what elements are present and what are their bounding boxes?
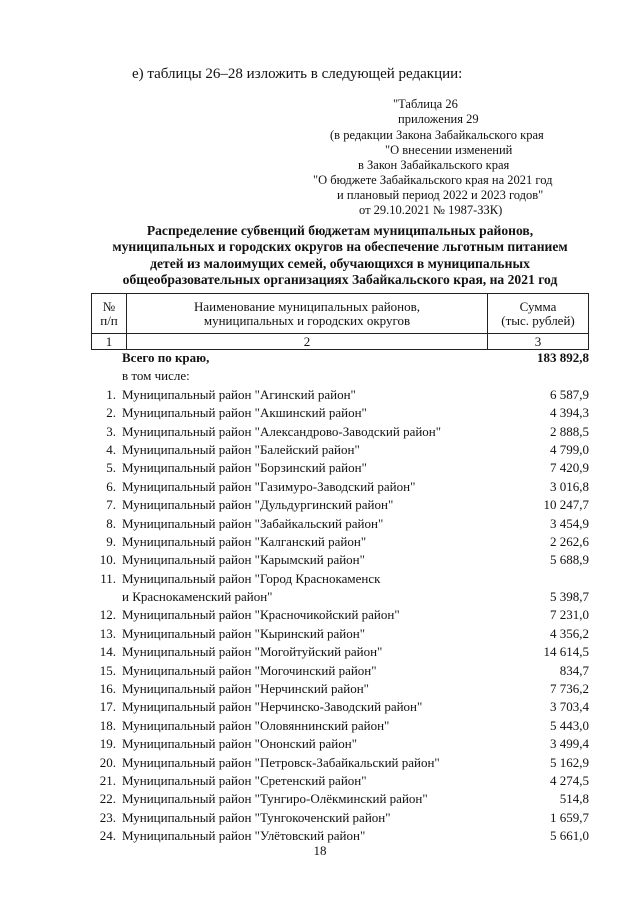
row-number: 17. (99, 699, 116, 715)
row-name: Муниципальный район "Оловяннинский район" (122, 717, 390, 733)
row-value: 2 262,6 (550, 533, 589, 549)
table-row (91, 551, 589, 569)
row-value: 2 888,5 (550, 423, 589, 439)
document-title (80, 223, 600, 288)
table-row (91, 698, 589, 716)
title-line-3: детей из малоимущих семей, обучающихся в муниципальных (150, 255, 530, 271)
index-cell-3: 3 (488, 334, 589, 350)
table-row (91, 423, 589, 441)
header-number-line-1: № (102, 298, 116, 314)
note-line-1: "Таблица 26 (393, 97, 458, 111)
title-line-2: муниципальных и городских округов на обеспечение льготным питанием (112, 239, 568, 255)
table-row (91, 496, 589, 514)
title-line-4: общеобразовательных организациях Забайкальского края, на 2021 год (122, 271, 558, 287)
row-name: Муниципальный район "Карымский район" (122, 552, 365, 568)
table-row (91, 809, 589, 827)
row-value: 4 799,0 (550, 441, 589, 457)
table-row (91, 404, 589, 422)
total-value: 183 892,8 (537, 350, 589, 365)
index-cell-1: 1 (92, 334, 127, 350)
row-number: 19. (99, 736, 116, 752)
header-sum-line-1: Сумма (519, 298, 557, 314)
index-cell-2: 2 (127, 334, 488, 350)
total-label: Всего по краю, (122, 350, 210, 365)
row-number: 11. (100, 570, 116, 586)
table-row (91, 441, 589, 459)
row-number: 16. (99, 681, 116, 697)
including-row (91, 367, 589, 385)
table-row (91, 606, 589, 624)
row-number: 6. (106, 478, 116, 494)
table-row (91, 459, 589, 477)
row-name: Муниципальный район "Дульдургинский район" (122, 497, 394, 513)
row-number: 13. (99, 625, 116, 641)
row-value: 7 420,9 (550, 460, 589, 476)
row-number: 5. (106, 460, 116, 476)
row-name: Муниципальный район "Улётовский район" (122, 828, 366, 844)
row-value: 14 614,5 (543, 644, 589, 660)
row-name-continued: и Краснокаменский район" (122, 589, 273, 605)
header-cell-number (92, 294, 127, 334)
row-name: Муниципальный район "Балейский район" (122, 441, 360, 457)
row-name: Муниципальный район "Калганский район" (122, 533, 367, 549)
row-name: Муниципальный район "Кыринский район" (122, 625, 366, 641)
page-number: 18 (313, 843, 327, 858)
table-row (91, 662, 589, 680)
including-label: в том числе: (122, 368, 190, 384)
intro-text: е) таблицы 26–28 изложить в следующей редакции: (132, 66, 463, 82)
header-cell-name (127, 294, 488, 334)
row-number: 8. (106, 515, 116, 531)
table-row (91, 680, 589, 698)
row-number: 1. (106, 386, 116, 402)
header-number-line-2: п/п (100, 312, 118, 328)
row-value: 7 231,0 (550, 607, 589, 623)
table-body (91, 349, 589, 846)
row-value: 5 162,9 (550, 754, 589, 770)
table-row (91, 386, 589, 404)
row-value: 5 398,7 (550, 589, 589, 605)
row-number: 2. (106, 405, 116, 421)
row-name: Муниципальный район "Александрово-Заводский район" (122, 423, 442, 439)
row-value: 5 443,0 (550, 717, 589, 733)
note-line-5: в Закон Забайкальского края (358, 158, 510, 172)
row-name: Муниципальный район "Красночикойский район" (122, 607, 400, 623)
row-value: 3 454,9 (550, 515, 589, 531)
row-name: Муниципальный район "Акшинский район" (122, 405, 367, 421)
note-line-4: "О внесении изменений (385, 143, 513, 157)
row-number: 10. (99, 552, 116, 568)
table-row (91, 735, 589, 753)
row-number: 22. (99, 791, 116, 807)
table-row (91, 625, 589, 643)
note-line-8: от 29.10.2021 № 1987-ЗЗК) (359, 203, 503, 217)
header-name-line-2: муниципальных и городских округов (203, 312, 411, 328)
row-value: 3 703,4 (550, 699, 589, 715)
row-number: 14. (99, 644, 116, 660)
note-line-6: "О бюджете Забайкальского края на 2021 год (313, 173, 553, 187)
row-number: 9. (106, 533, 116, 549)
row-name: Муниципальный район "Агинский район" (122, 386, 356, 402)
row-value: 514,8 (559, 791, 589, 807)
row-name: Муниципальный район "Забайкальский район" (122, 515, 384, 531)
row-value: 6 587,9 (550, 386, 589, 402)
row-name: Муниципальный район "Тунгиро-Олёкминский район" (122, 791, 428, 807)
table-row (91, 772, 589, 790)
row-number: 20. (99, 754, 116, 770)
row-name: Муниципальный район "Нерчинско-Заводский район" (122, 699, 423, 715)
row-name: Муниципальный район "Ононский район" (122, 736, 358, 752)
row-value: 834,7 (559, 662, 589, 678)
header-cell-sum (488, 294, 589, 334)
row-number: 24. (99, 828, 116, 844)
row-name: Муниципальный район "Могочинский район" (122, 662, 377, 678)
row-value: 1 659,7 (550, 809, 589, 825)
total-row (91, 349, 589, 367)
row-number: 21. (99, 773, 116, 788)
row-value: 5 688,9 (550, 552, 589, 568)
row-value: 3 499,4 (550, 736, 589, 752)
row-name: Муниципальный район "Тунгокоченский район" (122, 809, 391, 825)
table-row (91, 533, 589, 551)
row-number: 7. (106, 497, 116, 513)
row-number: 4. (106, 441, 116, 457)
row-name: Муниципальный район "Могойтуйский район" (122, 644, 383, 660)
row-value: 4 394,3 (550, 405, 589, 421)
table-row (91, 754, 589, 772)
table-row (91, 515, 589, 533)
row-value: 4 356,2 (550, 625, 589, 641)
header-name-line-1: Наименование муниципальных районов, (193, 298, 421, 314)
table-row (91, 570, 589, 607)
row-name: Муниципальный район "Нерчинский район" (122, 681, 369, 697)
note-line-7: и плановый период 2022 и 2023 годов" (337, 188, 544, 202)
row-value: 7 736,2 (550, 681, 589, 697)
row-value: 5 661,0 (550, 828, 589, 844)
row-number: 12. (99, 607, 116, 623)
note-line-3: (в редакции Закона Забайкальского края (330, 128, 544, 142)
row-name: Муниципальный район "Газимуро-Заводский район" (122, 478, 416, 494)
table-row (91, 478, 589, 496)
row-name: Муниципальный район "Петровск-Забайкальский район" (122, 754, 440, 770)
table-header (91, 293, 589, 350)
row-value: 3 016,8 (550, 478, 589, 494)
table-row (91, 717, 589, 735)
table-row (91, 790, 589, 808)
table-row (91, 643, 589, 661)
row-name: Муниципальный район "Сретенский район" (122, 773, 367, 788)
row-name: Муниципальный район "Борзинский район" (122, 460, 367, 476)
header-sum-line-2: (тыс. рублей) (501, 312, 575, 328)
row-value: 10 247,7 (543, 497, 589, 513)
row-name: Муниципальный район "Город Краснокаменск (122, 570, 381, 586)
note-line-2: приложения 29 (398, 112, 479, 126)
row-number: 3. (106, 423, 116, 439)
row-number: 23. (99, 809, 116, 825)
title-line-1: Распределение субвенций бюджетам муниципальных районов, (146, 223, 534, 238)
row-number: 15. (99, 662, 116, 678)
row-number: 18. (99, 717, 116, 733)
row-value: 4 274,5 (550, 773, 589, 788)
